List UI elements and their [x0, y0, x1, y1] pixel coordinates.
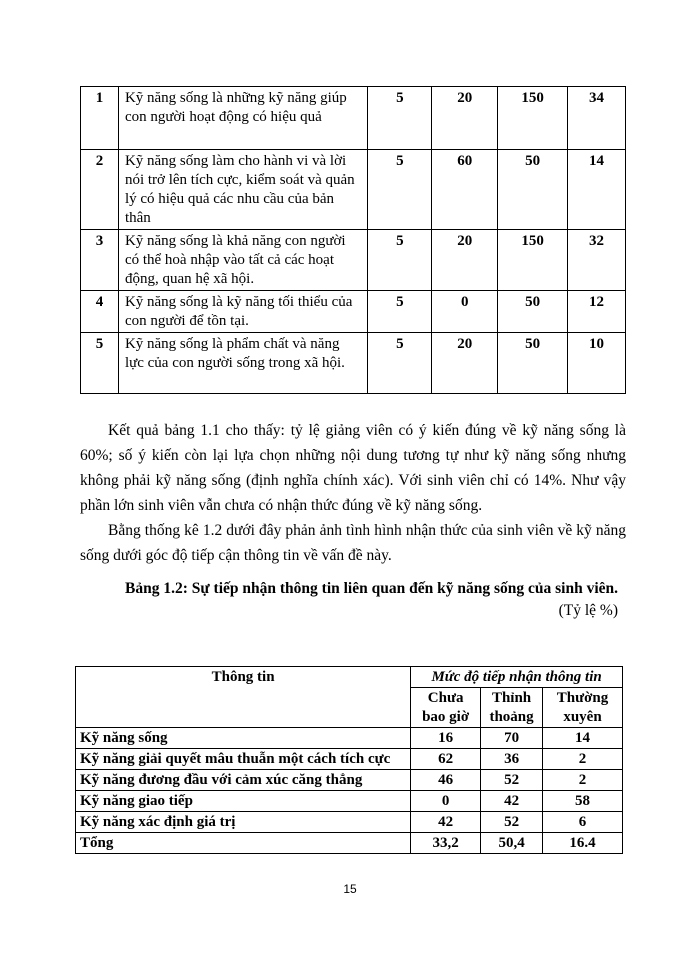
row-label: Tổng: [76, 833, 411, 854]
value-cell: 150: [498, 230, 568, 291]
row-label: Kỹ năng xác định giá trị: [76, 812, 411, 833]
table-row: [81, 150, 626, 230]
value-cell: 12: [568, 291, 626, 333]
table-unit: (Tỷ lệ %): [558, 602, 618, 619]
value-cell: 5: [368, 291, 432, 333]
value-cell: 50: [498, 291, 568, 333]
table-row: [81, 291, 626, 333]
value-cell: 16: [411, 728, 481, 749]
table-caption: Bảng 1.2: Sự tiếp nhận thông tin liên quan đến kỹ năng sống của sinh viên.: [125, 580, 618, 597]
value-cell: 5: [368, 150, 432, 230]
table-row: [81, 87, 626, 150]
value-cell: 50: [498, 333, 568, 394]
value-cell: 33,2: [411, 833, 481, 854]
statement-cell: Kỹ năng sống làm cho hành vi và lời nói trở lên tích cực, kiểm soát và quản lý có hiệu quả các nhu cầu của bản thân: [118, 150, 367, 230]
value-cell: 2: [543, 749, 623, 770]
value-cell: 150: [498, 87, 568, 150]
statement-cell: Kỹ năng sống là kỹ năng tối thiểu của con người để tồn tại.: [118, 291, 367, 333]
table-row: [76, 791, 623, 812]
value-cell: 42: [411, 812, 481, 833]
value-cell: 5: [368, 333, 432, 394]
table-row: [81, 230, 626, 291]
row-number: 1: [81, 87, 119, 150]
value-cell: 0: [411, 791, 481, 812]
value-cell: 6: [543, 812, 623, 833]
row-number: 4: [81, 291, 119, 333]
value-cell: 20: [432, 333, 498, 394]
paragraph-result: Kết quả bảng 1.1 cho thấy: tỷ lệ giảng viên có ý kiến đúng về kỹ năng sống là 60%; số ý kiến còn lại lựa chọn những nội dung tương tự như kỹ năng sống nhưng không phải kỹ năng sống (định nghĩa chính xác). Với sinh viên chỉ có 14%. Như vậy phần lớn sinh viên vẫn chưa có nhận thức đúng về kỹ năng sống.: [80, 422, 626, 514]
value-cell: 70: [481, 728, 543, 749]
value-cell: 52: [481, 812, 543, 833]
row-number: 2: [81, 150, 119, 230]
value-cell: 50,4: [481, 833, 543, 854]
value-cell: 16.4: [543, 833, 623, 854]
value-cell: 50: [498, 150, 568, 230]
value-cell: 5: [368, 87, 432, 150]
row-number: 5: [81, 333, 119, 394]
value-cell: 14: [568, 150, 626, 230]
value-cell: 10: [568, 333, 626, 394]
col-header-never: Chưa bao giờ: [411, 688, 481, 728]
value-cell: 34: [568, 87, 626, 150]
table-row: [76, 728, 623, 749]
table-1-1: [80, 86, 626, 394]
col-header-sometimes: Thỉnh thoảng: [481, 688, 543, 728]
value-cell: 62: [411, 749, 481, 770]
row-number: 3: [81, 230, 119, 291]
table-row: [76, 770, 623, 791]
table-row: [81, 333, 626, 394]
header-row: [76, 667, 623, 688]
header-info: Thông tin: [76, 667, 411, 728]
paragraph-intro-table: Bằng thống kê 1.2 dưới đây phản ảnh tình hình nhận thức của sinh viên về kỹ năng sống dưới góc độ tiếp cận thông tin về vấn đề này.: [80, 522, 626, 564]
statement-cell: Kỹ năng sống là phẩm chất và năng lực của con người sống trong xã hội.: [118, 333, 367, 394]
value-cell: 20: [432, 230, 498, 291]
value-cell: 58: [543, 791, 623, 812]
row-label: Kỹ năng giao tiếp: [76, 791, 411, 812]
value-cell: 52: [481, 770, 543, 791]
value-cell: 32: [568, 230, 626, 291]
table-row: [76, 812, 623, 833]
page-number: 15: [343, 882, 357, 896]
value-cell: 20: [432, 87, 498, 150]
col-header-often: Thường xuyên: [543, 688, 623, 728]
table-row-total: [76, 833, 623, 854]
value-cell: 46: [411, 770, 481, 791]
value-cell: 0: [432, 291, 498, 333]
row-label: Kỹ năng sống: [76, 728, 411, 749]
statement-cell: Kỹ năng sống là những kỹ năng giúp con người hoạt động có hiệu quả: [118, 87, 367, 150]
value-cell: 2: [543, 770, 623, 791]
value-cell: 60: [432, 150, 498, 230]
table-row: [76, 749, 623, 770]
value-cell: 42: [481, 791, 543, 812]
statement-cell: Kỹ năng sống là khả năng con người có thể hoà nhập vào tất cả các hoạt động, quan hệ xã hội.: [118, 230, 367, 291]
table-1-2: [75, 666, 623, 854]
header-level: Mức độ tiếp nhận thông tin: [411, 667, 623, 688]
row-label: Kỹ năng giải quyết mâu thuẫn một cách tích cực: [76, 749, 411, 770]
row-label: Kỹ năng đương đầu với cảm xúc căng thẳng: [76, 770, 411, 791]
value-cell: 14: [543, 728, 623, 749]
value-cell: 36: [481, 749, 543, 770]
value-cell: 5: [368, 230, 432, 291]
